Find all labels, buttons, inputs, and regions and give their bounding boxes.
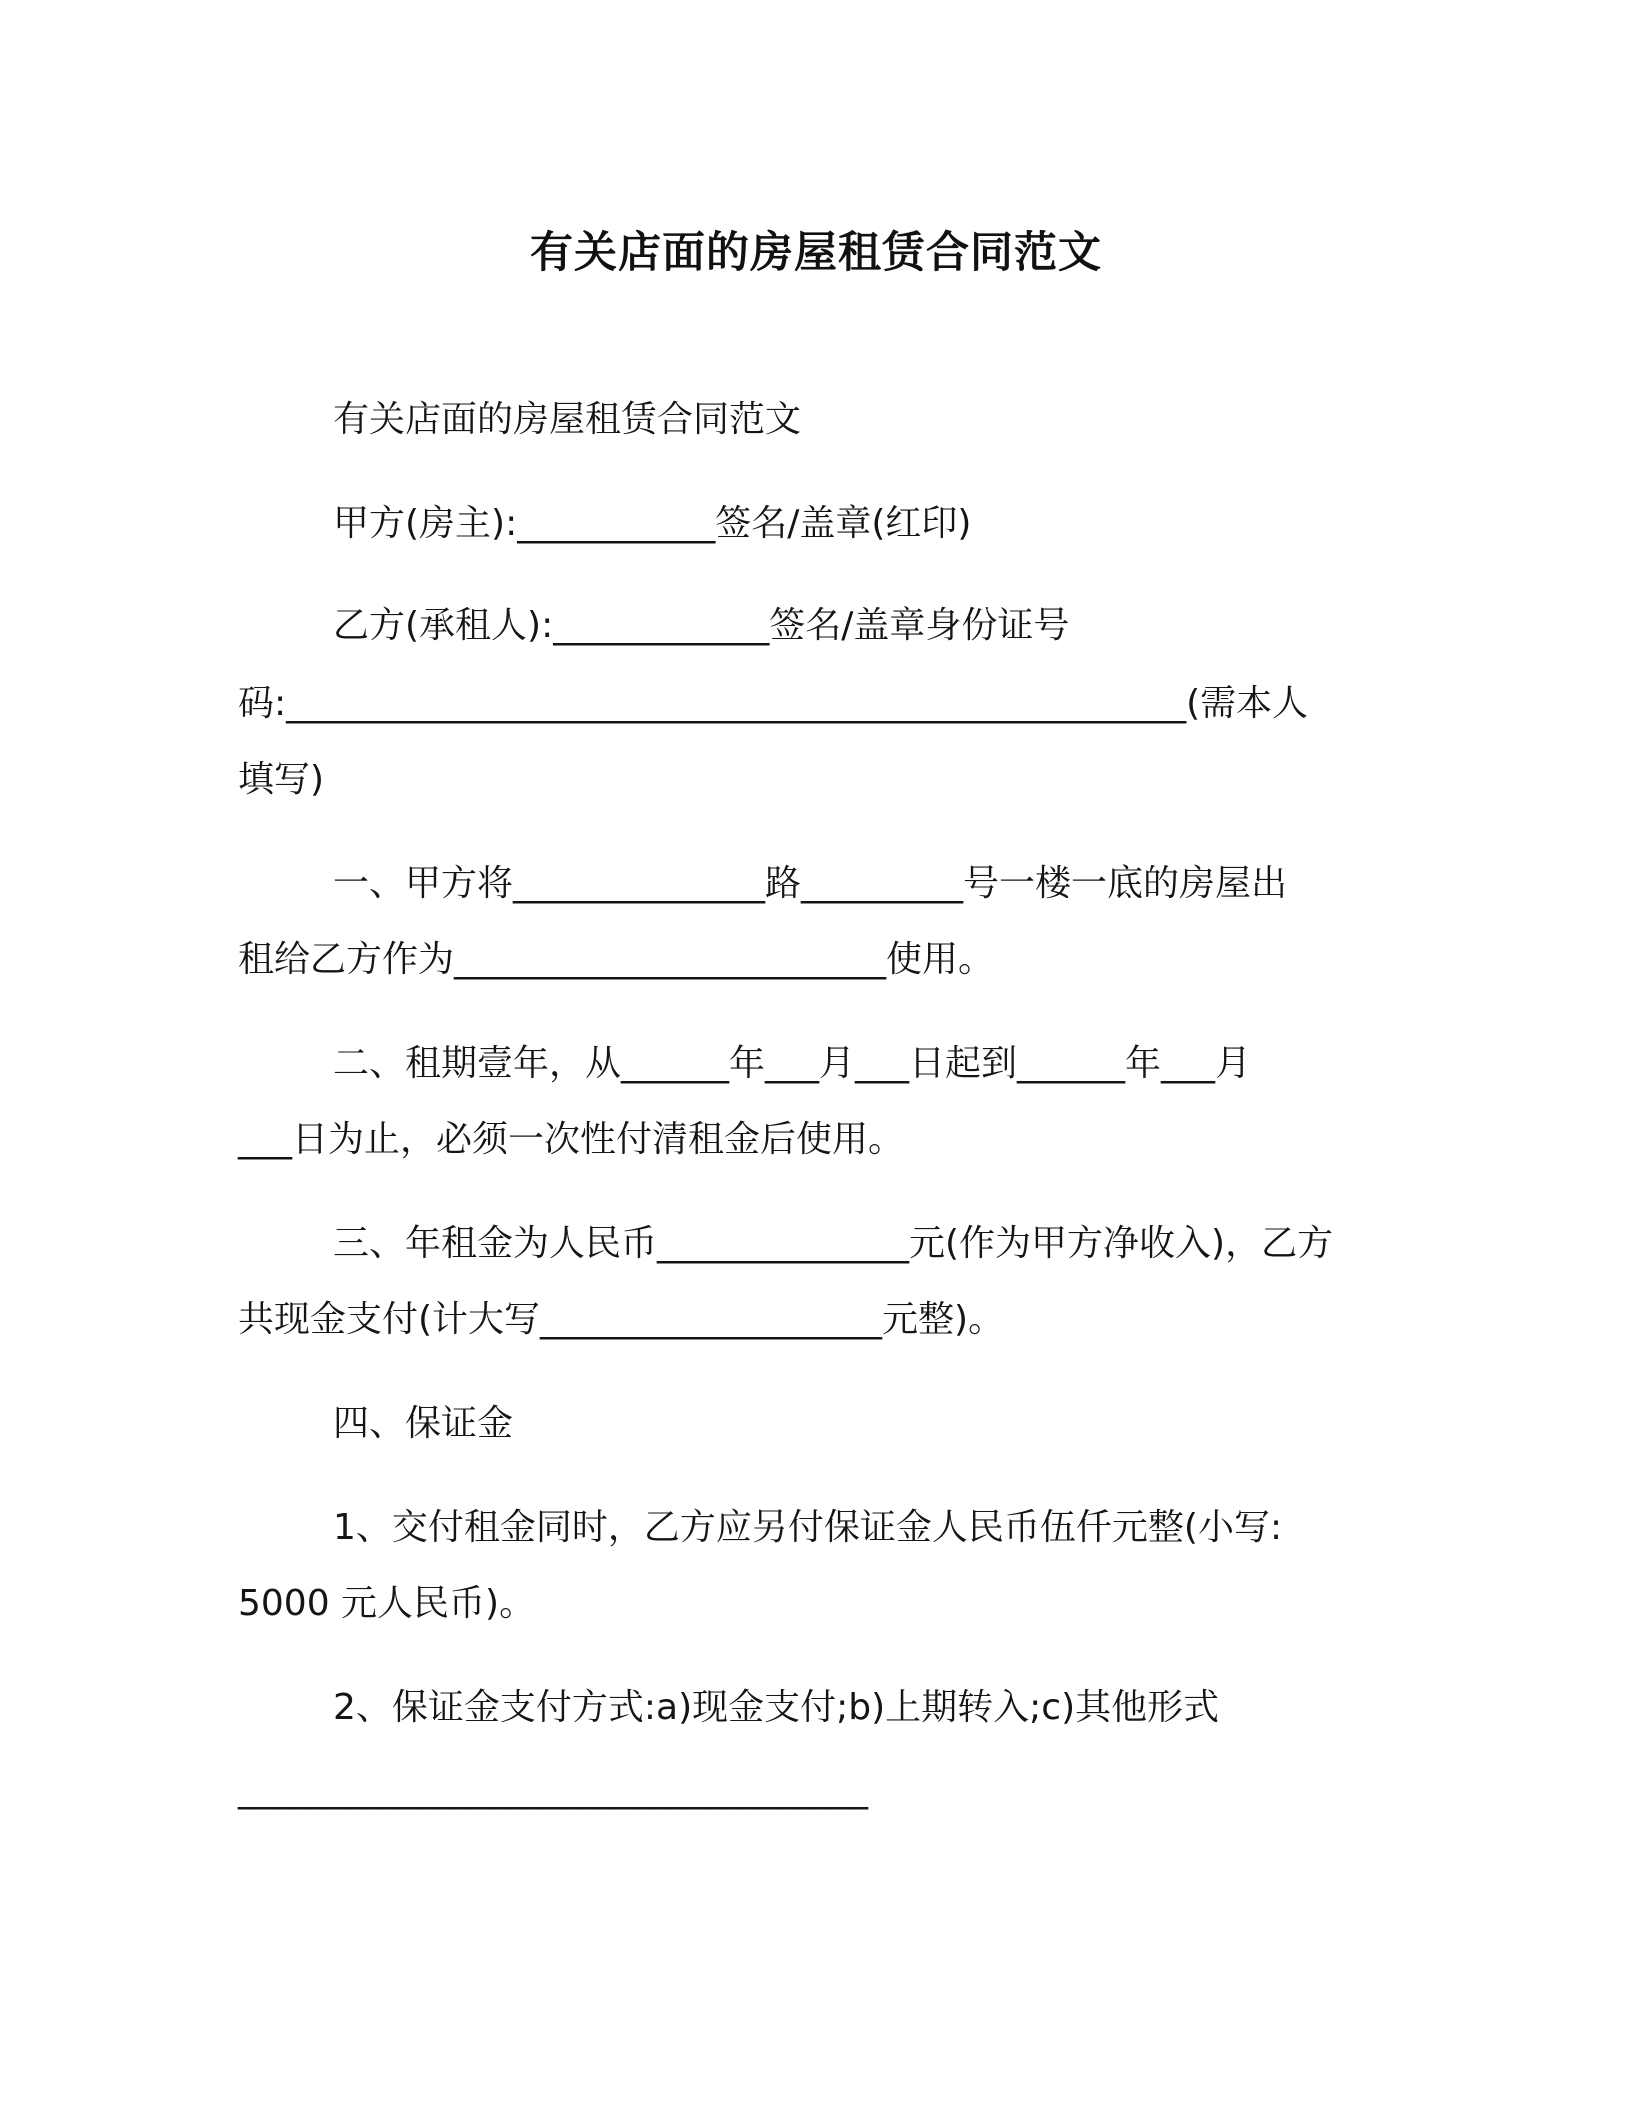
- clause-2-line-2: ___日为止，必须一次性付清租金后使用。: [238, 1119, 905, 1160]
- deposit-item-1-line-2: 5000 元人民币)。: [238, 1583, 536, 1624]
- party-b-line: 乙方(承租人):____________签名/盖章身份证号: [333, 605, 1070, 646]
- deposit-item-2-line-1: 2、保证金支付方式:a)现金支付;b)上期转入;c)其他形式: [333, 1687, 1220, 1728]
- id-number-note-line: 填写): [238, 759, 325, 800]
- clause-4-heading: 四、保证金: [333, 1403, 514, 1444]
- clause-3-line-1: 三、年租金为人民币______________元(作为甲方净收入)，乙方: [333, 1223, 1334, 1264]
- clause-1-line-1: 一、甲方将______________路_________号一楼一底的房屋出: [333, 863, 1288, 904]
- clause-1-line-2: 租给乙方作为________________________使用。: [238, 939, 995, 980]
- document-title: 有关店面的房屋租赁合同范文: [530, 228, 1102, 278]
- clause-2-line-1: 二、租期壹年，从______年___月___日起到______年___月: [333, 1043, 1252, 1084]
- clause-3-line-2: 共现金支付(计大写___________________元整)。: [238, 1299, 1005, 1340]
- deposit-item-2-blank-line: ___________________________________: [238, 1769, 868, 1810]
- deposit-item-1-line-1: 1、交付租金同时，乙方应另付保证金人民币伍仟元整(小写:: [333, 1507, 1283, 1548]
- subtitle-line: 有关店面的房屋租赁合同范文: [333, 399, 802, 440]
- party-a-line: 甲方(房主):___________签名/盖章(红印): [333, 503, 972, 544]
- id-number-line: 码:__________________________________________________(需本人: [238, 683, 1309, 724]
